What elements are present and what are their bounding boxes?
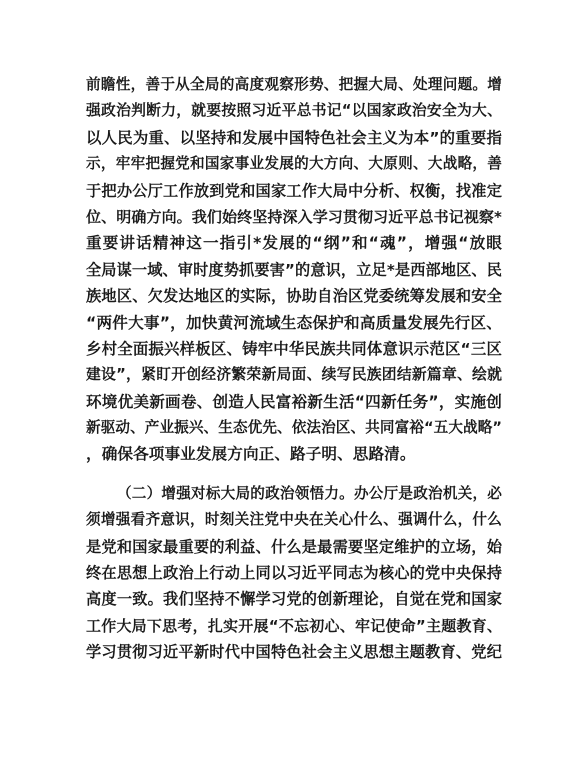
text-line: 是党和国家最重要的利益、什么是最需要坚定维护的立场，始 bbox=[86, 537, 502, 556]
text-line: 须增强看齐意识，时刻关注党中央在关心什么、强调什么，什么 bbox=[86, 511, 502, 529]
text-line: 工作大局下思考，扎实开展“不忘初心、牢记使命”主题教育、 bbox=[86, 616, 502, 635]
text-line: 学习贯彻习近平新时代中国特色社会主义思想主题教育、党纪 bbox=[86, 643, 502, 662]
text-line: 以人民为重、以坚持和发展中国特色社会主义为本”的重要指 bbox=[86, 128, 502, 147]
paragraph-gap bbox=[86, 468, 502, 481]
text-line: 示，牢牢把握党和国家事业发展的大方向、大原则、大战略，善 bbox=[86, 155, 502, 173]
text-line: 乡村全面振兴样板区、铸牢中华民族共同体意识示范区“三区 bbox=[86, 339, 502, 358]
text-line: 高度一致。我们坚持不懈学习党的创新理论，自觉在党和国家 bbox=[86, 590, 502, 609]
text-line: 族地区、欠发达地区的实际，协助自治区党委统筹发展和安全 bbox=[86, 287, 502, 306]
text-line: 位、明确方向。我们始终坚持深入学习贯彻习近平总书记视察* bbox=[86, 207, 502, 226]
body-text bbox=[86, 72, 502, 666]
section-heading-line: （二）增强对标大局的政治领悟力。办公厅是政治机关，必 bbox=[117, 484, 502, 502]
text-line: 环境优美新画卷、创造人民富裕新生活“四新任务”，实施创 bbox=[86, 392, 502, 411]
text-line: 新驱动、产业振兴、生态优先、依法治区、共同富裕“五大战略” bbox=[86, 419, 503, 437]
text-line: 强政治判断力，就要按照习近平总书记“以国家政治安全为大、 bbox=[86, 102, 502, 120]
text-line: “两件大事”，加快黄河流域生态保护和高质量发展先行区、 bbox=[86, 313, 502, 332]
text-line: 建设”，紧盯开创经济繁荣新局面、续写民族团结新篇章、绘就 bbox=[86, 366, 502, 384]
paragraph-1 bbox=[86, 72, 502, 468]
text-line: 终在思想上政治上行动上同以习近平同志为核心的党中央保持 bbox=[86, 564, 502, 583]
text-line: 前瞻性，善于从全局的高度观察形势、把握大局、处理问题。增 bbox=[86, 76, 502, 93]
text-line: 重要讲话精神这一指引*发展的“纲”和“魂”，增强“放眼 bbox=[86, 234, 502, 253]
paragraph-2 bbox=[86, 481, 502, 666]
text-line: 于把办公厅工作放到党和国家工作大局中分析、权衡，找准定 bbox=[86, 181, 502, 200]
text-line: 全局谋一域、审时度势抓要害”的意识，立足*是西部地区、民 bbox=[86, 260, 502, 279]
text-line: ，确保各项事业发展方向正、路子明、思路清。 bbox=[86, 445, 416, 464]
